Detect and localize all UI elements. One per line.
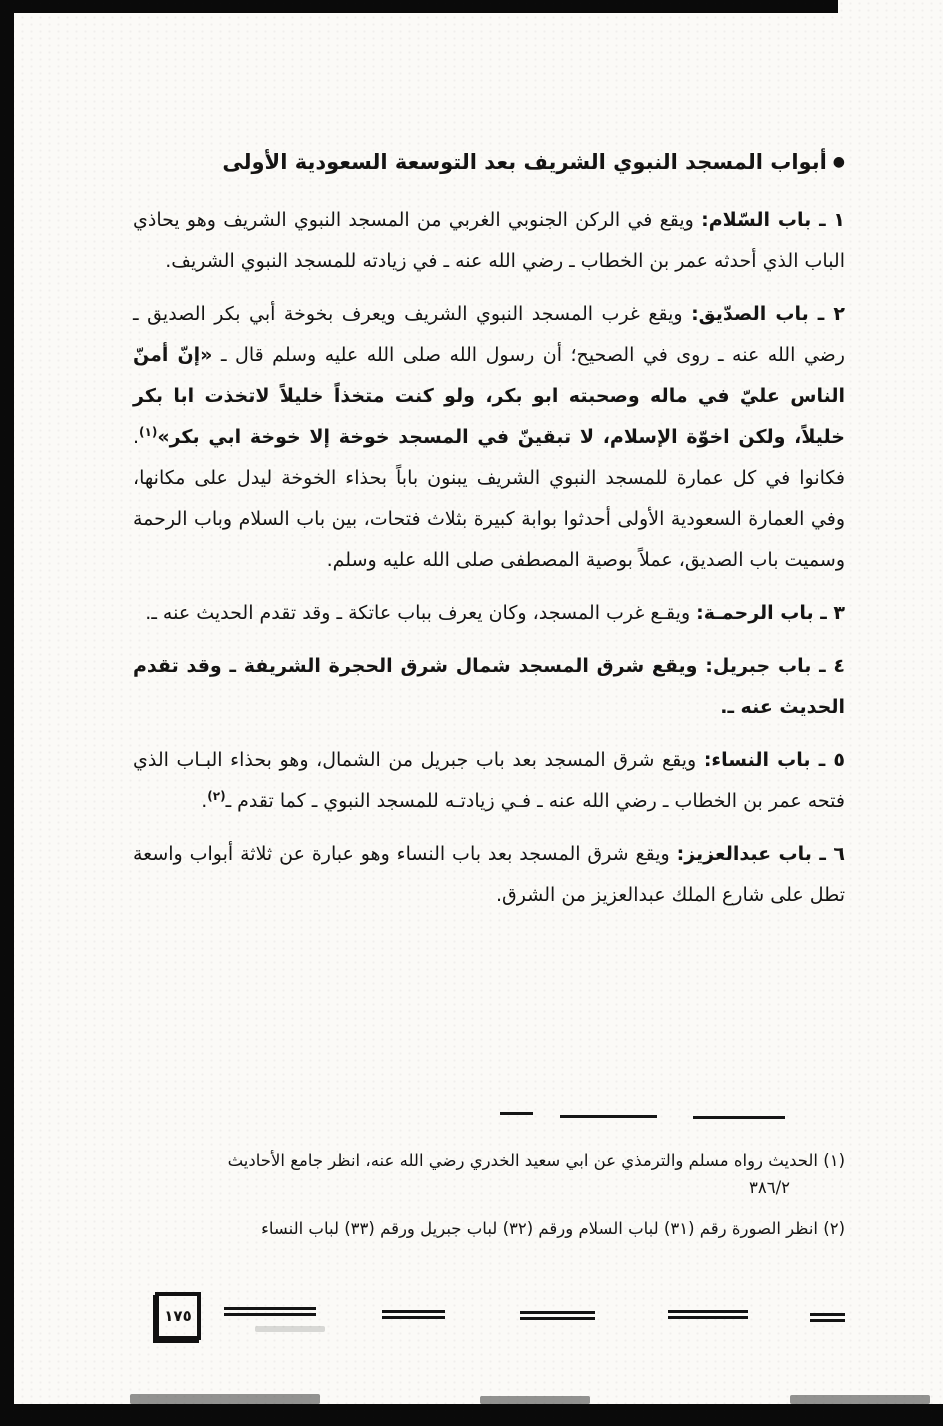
- footnote-1: [133, 1146, 845, 1200]
- bullet-icon: ●: [832, 154, 845, 170]
- door-text: . فكانوا في كل عمارة للمسجد النبوي الشريف يبنون باباً بحذاء الخوخة ليدل على مكانها، وفي العمارة السعودية الأولى أحدثوا بوابة كبيرة بثلاث فتحات، بين باب السلام وباب الرحمة وسميت باب الصديق، عملاً بوصية المصطفى صلى الله عليه وسلم.: [133, 426, 845, 571]
- footnote-separator-line: [693, 1116, 785, 1119]
- door-text: ويقع في الركن الجنوبي الغربي من المسجد النبوي الشريف وهو يحاذي الباب الذي أحدثه عمر بن الخطاب ـ رضي الله عنه ـ في زيادته للمسجد النبوي الشريف.: [133, 209, 845, 272]
- footnote-2: [133, 1214, 845, 1244]
- door-text: ويقع شرق المسجد شمال شرق الحجرة الشريفة ـ وقد تقدم الحديث عنه ـ.: [133, 655, 845, 718]
- page-number-box: [155, 1292, 201, 1340]
- door-label: ٥ ـ باب النساء:: [703, 749, 845, 771]
- decorative-rule: [668, 1310, 748, 1319]
- footnote-2-text: انظر الصورة رقم (٣١) لباب السلام ورقم (٣٢) لباب جبريل ورقم (٣٣) لباب النساء: [261, 1219, 818, 1238]
- door-text: .: [201, 790, 208, 812]
- footnote-2-marker: (٢): [823, 1219, 845, 1238]
- page-title-text: أبواب المسجد النبوي الشريف بعد التوسعة السعودية الأولى: [222, 150, 827, 174]
- page-number: ١٧٥: [164, 1307, 192, 1325]
- scan-edge-left-bar: [0, 0, 14, 1426]
- footnotes-section: [133, 1146, 845, 1244]
- door-text: ويقع غرب المسجد النبوي الشريف ويعرف بخوخة أبي بكر الصديق ـ رضي الله عنه ـ روى في الصحيح؛ أن رسول الله صلى الله عليه وسلم قال ـ: [133, 303, 845, 366]
- paragraph-bab-jibril: [133, 646, 845, 728]
- door-label: ١ ـ باب السّلام:: [701, 209, 846, 231]
- paragraph-bab-alsalam: [133, 200, 845, 282]
- decorative-rule: [382, 1310, 445, 1319]
- footnote-reference-2: (٢): [207, 789, 226, 803]
- door-label: ٢ ـ باب الصدّيق:: [691, 303, 845, 325]
- door-label: ٤ ـ باب جبريل:: [705, 655, 845, 677]
- footnote-separator-line: [560, 1115, 657, 1118]
- paragraph-bab-alrahmah: [133, 593, 845, 634]
- scan-smudge: [790, 1395, 930, 1404]
- page-body: [133, 0, 845, 916]
- footnote-1-volume-page: ٣٨٦/٢: [748, 1178, 790, 1197]
- decorative-rule: [810, 1313, 845, 1322]
- scan-edge-bottom-bar: [0, 1404, 943, 1426]
- door-text: ويقـع غرب المسجد، وكان يعرف بباب عاتكة ـ وقد تقدم الحديث عنه ـ.: [145, 602, 691, 624]
- hadith-quote: «إنّ أمنّ الناس عليّ في ماله وصحبته ابو بكر، ولو كنت متخذاً خليلاً لاتخذت ابا بكر خليلاً، ولكن اخوّة الإسلام، لا تبقينّ في المسجد خوخة إلا خوخة ابي بكر»: [133, 344, 845, 448]
- door-label: ٣ ـ باب الرحمـة:: [696, 602, 845, 624]
- scan-smudge: [255, 1326, 325, 1332]
- footnote-1-marker: (١): [823, 1151, 845, 1170]
- paragraph-bab-alnisa: [133, 740, 845, 822]
- door-text: ويقع شرق المسجد بعد باب جبريل من الشمال، وهو بحذاء البـاب الذي فتحه عمر بن الخطاب ـ رضي الله عنه ـ فـي زيادتـه للمسجد النبوي ـ كما تقدم ـ: [133, 749, 845, 812]
- footnote-separator-line: [500, 1112, 533, 1115]
- scan-smudge: [130, 1394, 320, 1404]
- page-title: [133, 146, 845, 178]
- paragraph-bab-alsiddiq: [133, 294, 845, 581]
- door-text: ويقع شرق المسجد بعد باب النساء وهو عبارة عن ثلاثة أبواب واسعة تطل على شارع الملك عبدالعزيز من الشرق.: [133, 843, 845, 906]
- door-label: ٦ ـ باب عبدالعزيز:: [676, 843, 845, 865]
- decorative-rule: [520, 1311, 595, 1320]
- paragraph-bab-abdulaziz: [133, 834, 845, 916]
- scan-smudge: [480, 1396, 590, 1404]
- footnote-1-text: الحديث رواه مسلم والترمذي عن ابي سعيد الخدري رضي الله عنه، انظر جامع الأحاديث: [227, 1151, 818, 1170]
- footnote-reference-1: (١): [139, 425, 158, 439]
- decorative-rule: [224, 1307, 316, 1316]
